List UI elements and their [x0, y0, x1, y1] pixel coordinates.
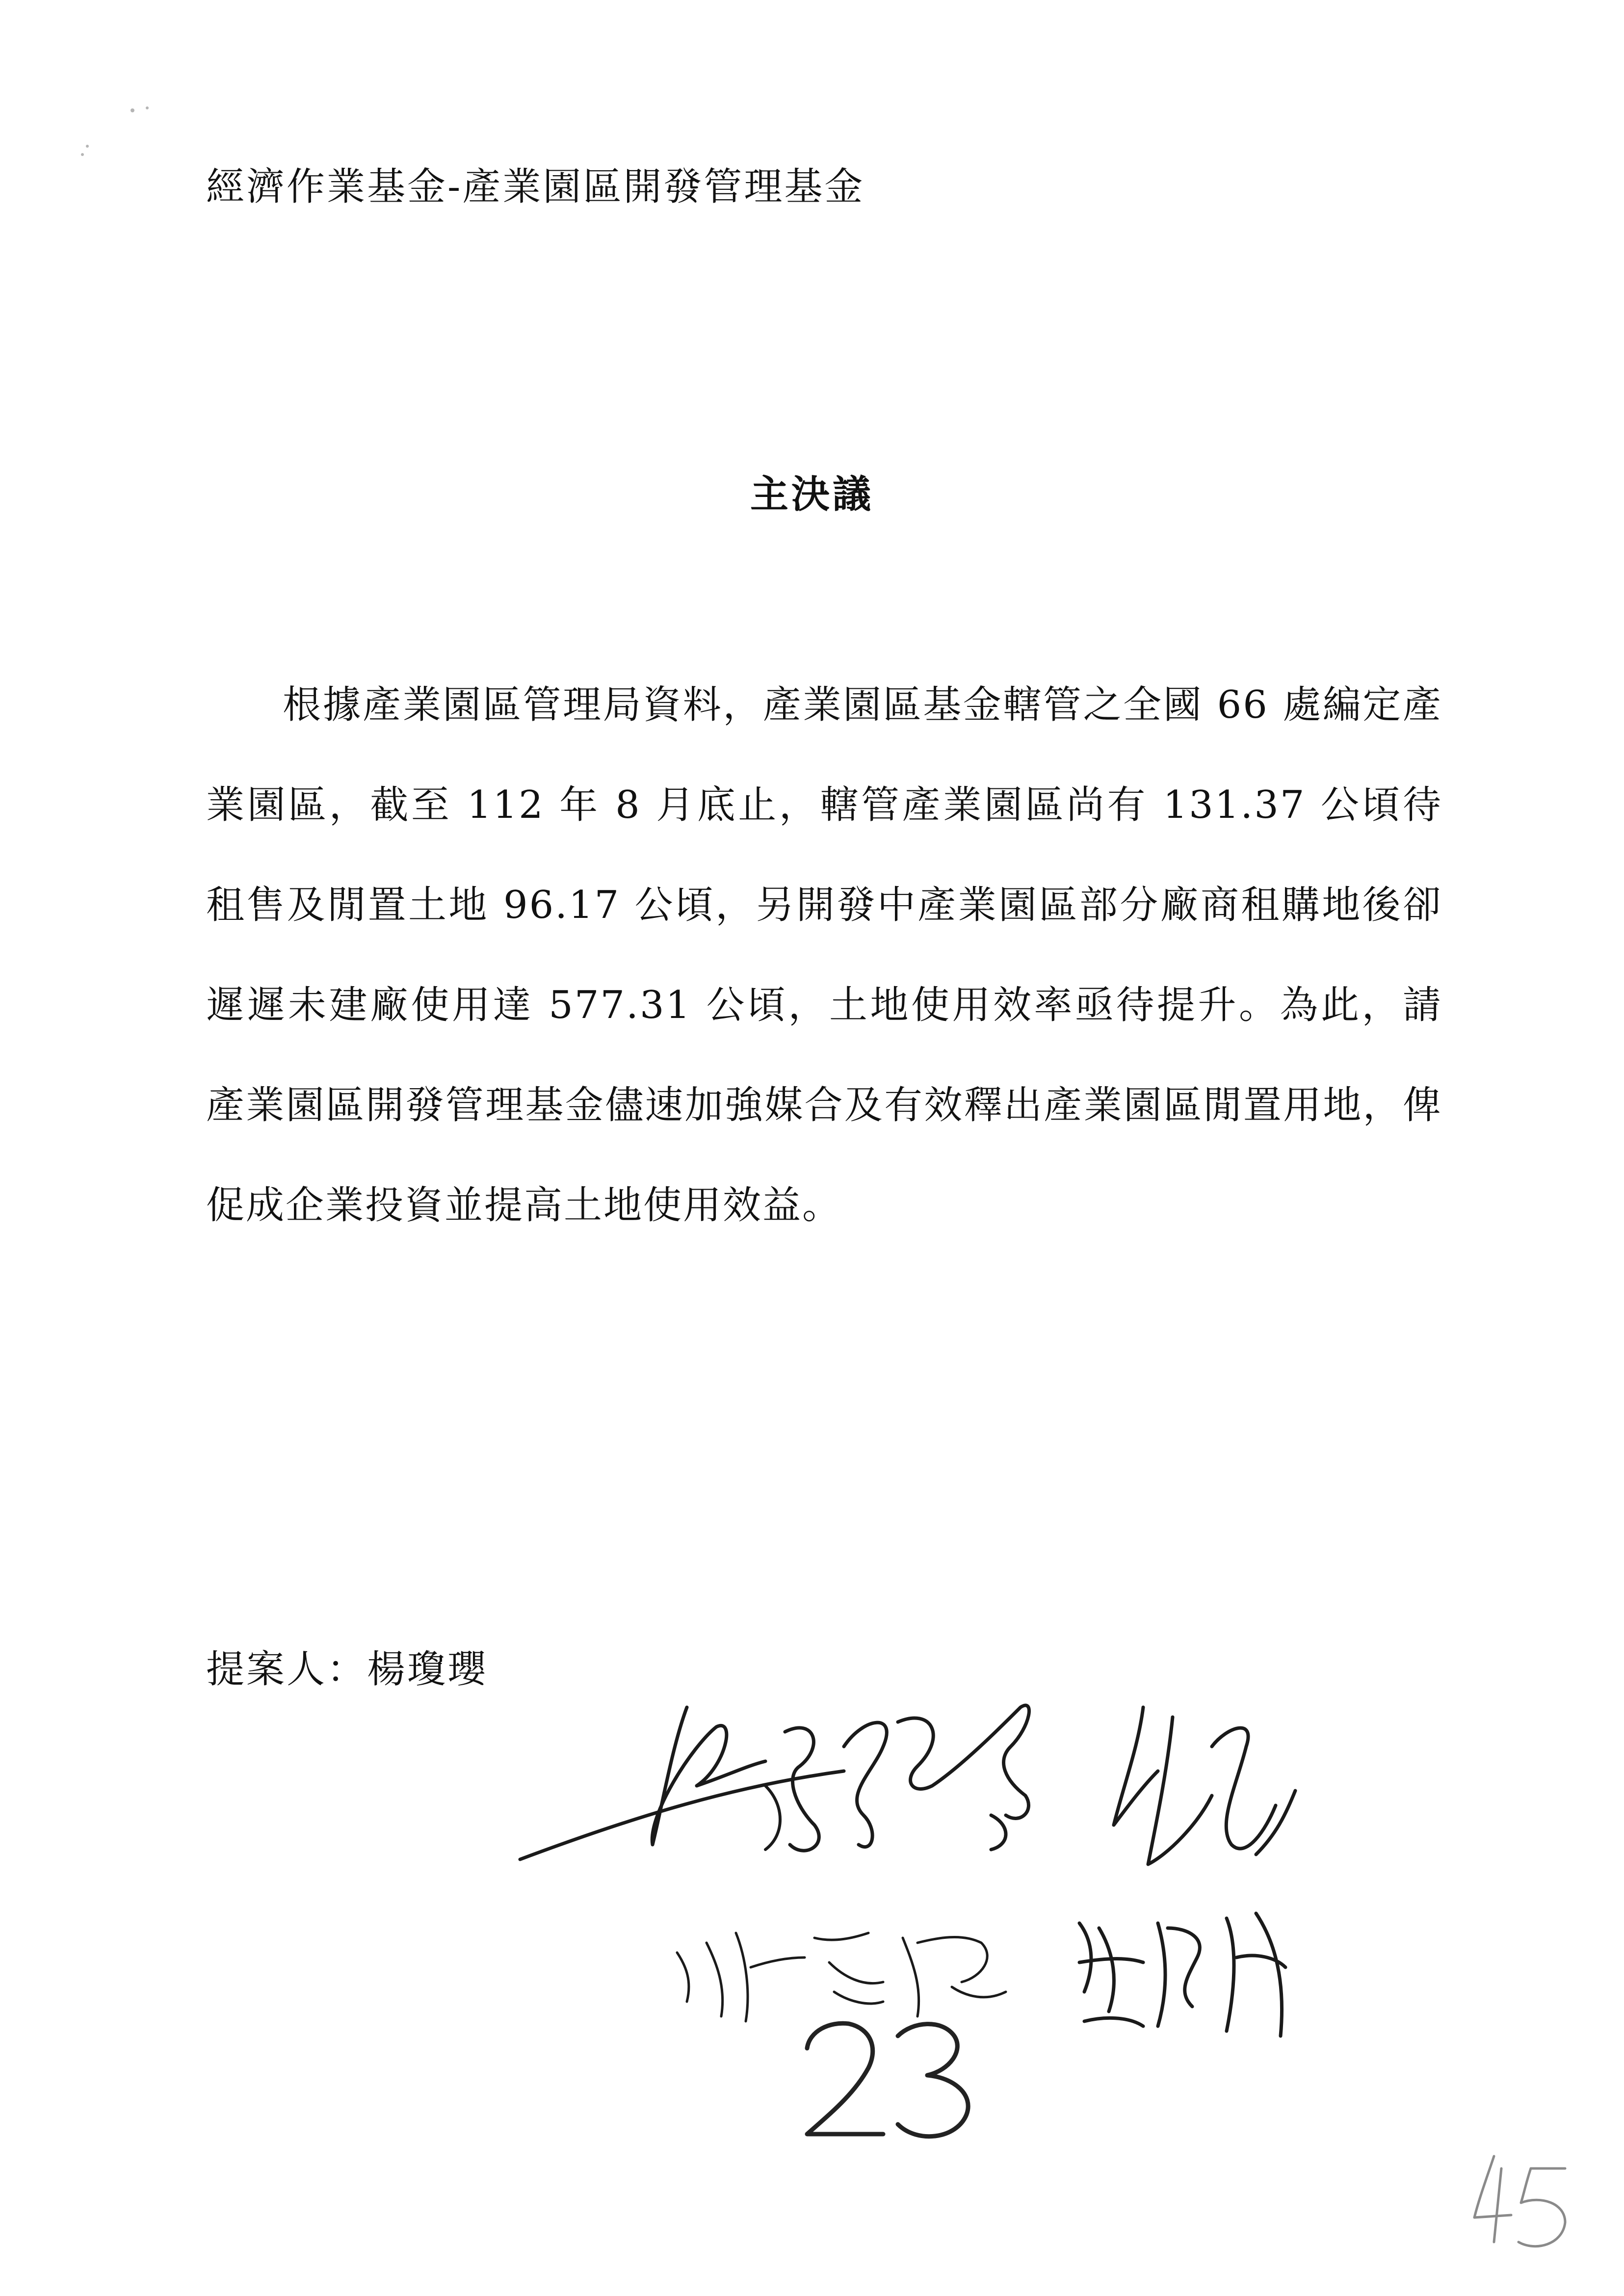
pencil-page-number-45 — [1474, 2156, 1565, 2246]
section-title: 主決議 — [750, 472, 874, 517]
scan-speck-marks — [81, 106, 149, 156]
resolution-body-paragraph: 根據產業園區管理局資料，產業園區基金轄管之全國 66 處編定產業園區，截至 112 年 8 月底止，轄管產業園區尚有 131.37 公頃待租售及閒置土地 96.17 公頃，另開發中產業園區部分廠商租購地後卻遲遲未建廠使用達 577.31 公頃，土地使用效率亟待提升。為此，請產業園區開發管理基金儘速加強媒合及有效釋出產業園區閒置用地，俾促成企業投資並提高土地使用效益。 — [206, 683, 1442, 1227]
signature-2-icon — [844, 1705, 1029, 1850]
proposer-line: 提案人：楊瓊瓔 — [206, 1647, 488, 1692]
signature-4-icon — [677, 1933, 1006, 2021]
handwritten-page-number-23 — [807, 2023, 968, 2136]
document-header-title: 經濟作業基金-產業園區開發管理基金 — [206, 165, 865, 209]
signature-5-icon — [1079, 1913, 1285, 2036]
signature-1-icon — [520, 1707, 844, 1859]
signature-3-icon — [1114, 1707, 1295, 1864]
